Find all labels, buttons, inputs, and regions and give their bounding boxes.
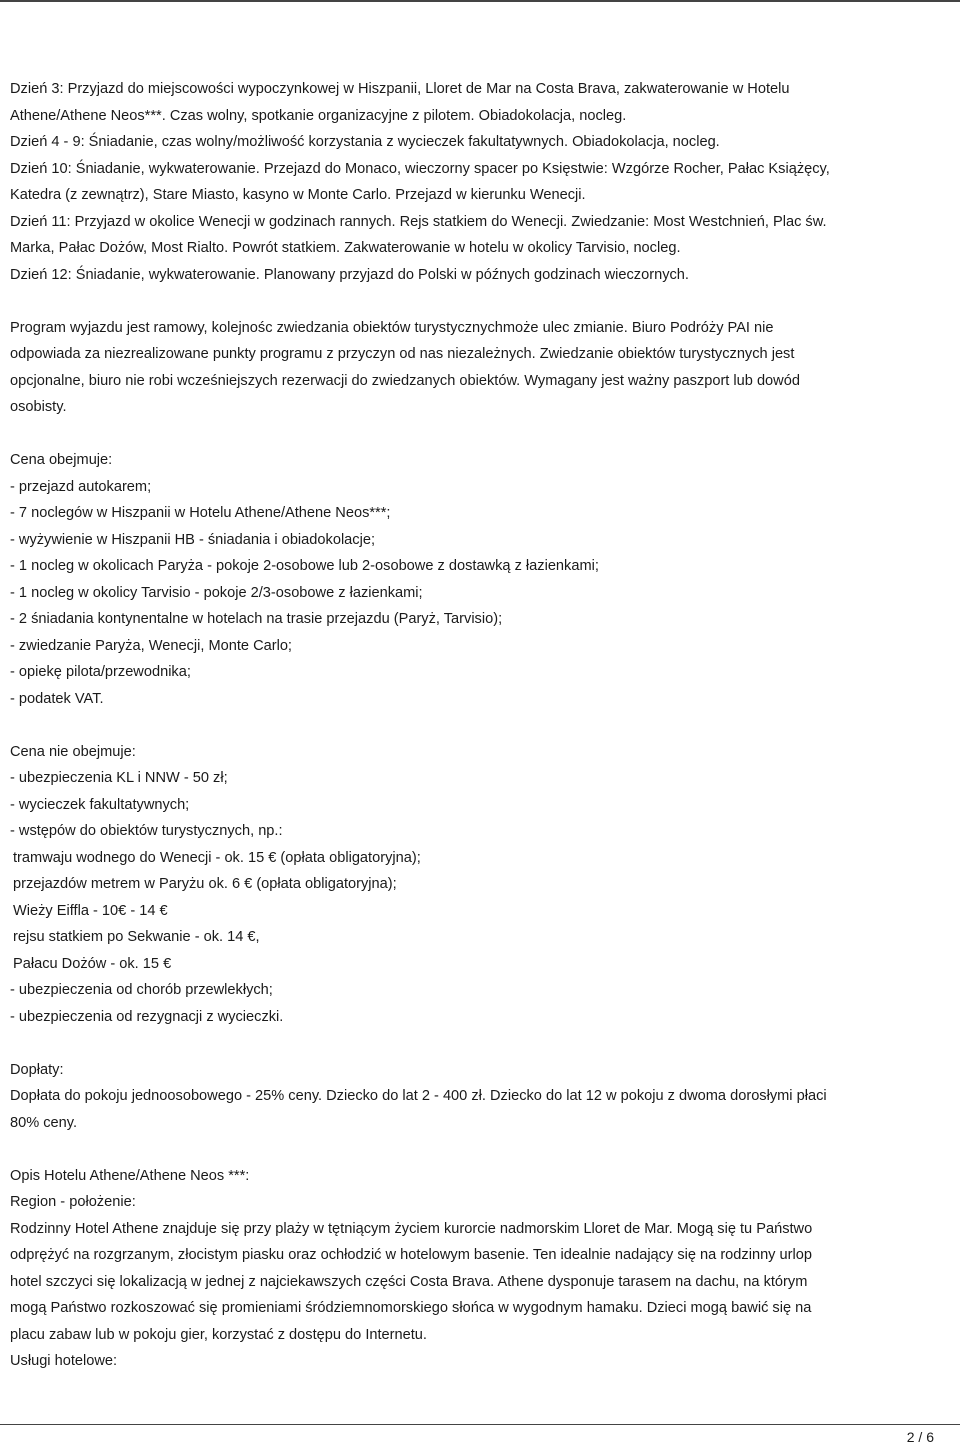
- spacer: [10, 712, 956, 739]
- itinerary-line: Dzień 3: Przyjazd do miejscowości wypoczynkowej w Hiszpanii, Lloret de Mar na Costa Brava, zakwaterowanie w Hotelu: [10, 81, 790, 97]
- document-body: [10, 76, 956, 1375]
- list-item: - zwiedzanie Paryża, Wenecji, Monte Carlo;: [10, 637, 292, 654]
- program-note: [10, 315, 956, 421]
- list-item: - 1 nocleg w okolicach Paryża - pokoje 2-osobowe lub 2-osobowe z dostawką z łazienkami;: [10, 558, 599, 574]
- list-sub-item: Wieży Eiffla - 10€ - 14 €: [13, 902, 168, 919]
- hotel-description-line: Rodzinny Hotel Athene znajduje się przy plaży w tętniącym życiem kurorcie nadmorskim Lloret de Mar. Mogą się tu Państwo: [10, 1220, 813, 1237]
- list-item: - wyżywienie w Hiszpanii HB - śniadania i obiadokolacje;: [10, 531, 376, 548]
- hotel-section: [10, 1163, 956, 1375]
- list-item: - 2 śniadania kontynentalne w hotelach na trasie przejazdu (Paryż, Tarvisio);: [10, 611, 503, 627]
- list-item: - wstępów do obiektów turystycznych, np.:: [10, 823, 283, 839]
- program-note-line: odpowiada za niezrealizowane punkty programu z przyczyn od nas niezależnych. Zwiedzanie obiektów turystycznych jest: [10, 346, 795, 362]
- program-note-line: opcjonalne, biuro nie robi wcześniejszych rezerwacji do zwiedzanych obiektów. Wymagany jest ważny paszport lub dowód: [10, 372, 800, 389]
- list-sub-item: przejazdów metrem w Paryżu ok. 6 € (opłata obligatoryjna);: [13, 876, 397, 892]
- surcharges-section: [10, 1057, 956, 1137]
- list-sub-item: Pałacu Dożów - ok. 15 €: [13, 955, 172, 972]
- list-sub-item: tramwaju wodnego do Wenecji - ok. 15 € (opłata obligatoryjna);: [13, 849, 421, 866]
- list-item: - wycieczek fakultatywnych;: [10, 796, 190, 813]
- spacer: [10, 421, 956, 448]
- itinerary-line: Dzień 12: Śniadanie, wykwaterowanie. Planowany przyjazd do Polski w późnych godzinach wieczornych.: [10, 266, 689, 283]
- list-item: - 7 noclegów w Hiszpanii w Hotelu Athene/Athene Neos***;: [10, 505, 391, 521]
- region-label: Region - położenie:: [10, 1194, 136, 1210]
- itinerary-line: Athene/Athene Neos***. Czas wolny, spotkanie organizacyjne z pilotem. Obiadokolacja, nocleg.: [10, 107, 627, 124]
- itinerary-line: Katedra (z zewnątrz), Stare Miasto, kasyno w Monte Carlo. Przejazd w kierunku Wenecji.: [10, 187, 586, 203]
- price-includes-heading: Cena obejmuje:: [10, 452, 113, 468]
- price-excludes-section: [10, 739, 956, 1031]
- program-note-line: osobisty.: [10, 399, 67, 415]
- list-item: - ubezpieczenia od rezygnacji z wycieczki.: [10, 1008, 284, 1025]
- bottom-divider: [0, 1424, 960, 1425]
- services-label: Usługi hotelowe:: [10, 1353, 118, 1369]
- spacer: [10, 1030, 956, 1057]
- hotel-heading: Opis Hotelu Athene/Athene Neos ***:: [10, 1167, 250, 1184]
- program-note-line: Program wyjazdu jest ramowy, kolejnośc zwiedzania obiektów turystycznychmoże ulec zmianie. Biuro Podróży PAI nie: [10, 319, 774, 336]
- page-number: 2 / 6: [906, 1429, 934, 1445]
- hotel-description-line: placu zabaw lub w pokoju gier, korzystać z dostępu do Internetu.: [10, 1326, 427, 1343]
- itinerary-line: Dzień 4 - 9: Śniadanie, czas wolny/możliwość korzystania z wycieczek fakultatywnych. Obiadokolacja, nocleg.: [10, 134, 720, 150]
- itinerary-line: Marka, Pałac Dożów, Most Rialto. Powrót statkiem. Zakwaterowanie w hotelu w okolicy Tarvisio, nocleg.: [10, 240, 681, 256]
- spacer: [10, 288, 956, 315]
- price-includes-section: [10, 447, 956, 712]
- itinerary-section: [10, 76, 956, 288]
- list-item: - ubezpieczenia KL i NNW - 50 zł;: [10, 770, 228, 786]
- itinerary-line: Dzień 10: Śniadanie, wykwaterowanie. Przejazd do Monaco, wieczorny spacer po Księstwie: Wzgórze Rocher, Pałac Książęcy,: [10, 160, 830, 177]
- hotel-description-line: mogą Państwo rozkoszować się promieniami śródziemnomorskiego słońca w wygodnym hamaku. Dzieci mogą bawić się na: [10, 1300, 812, 1316]
- list-item: - przejazd autokarem;: [10, 478, 152, 495]
- surcharges-heading: Dopłaty:: [10, 1061, 64, 1078]
- hotel-description-line: hotel szczyci się lokalizacją w jednej z najciekawszych części Costa Brava. Athene dysponuje tarasem na dachu, na którym: [10, 1273, 808, 1290]
- list-item: - ubezpieczenia od chorób przewlekłych;: [10, 982, 273, 998]
- spacer: [10, 1136, 956, 1163]
- surcharges-line: Dopłata do pokoju jednoosobowego - 25% ceny. Dziecko do lat 2 - 400 zł. Dziecko do lat 12 w pokoju z dwoma dorosłymi płaci: [10, 1088, 827, 1104]
- price-excludes-heading: Cena nie obejmuje:: [10, 743, 136, 760]
- list-sub-item: rejsu statkiem po Sekwanie - ok. 14 €,: [13, 929, 260, 945]
- itinerary-line: Dzień 11: Przyjazd w okolice Wenecji w godzinach rannych. Rejs statkiem do Wenecji. Zwiedzanie: Most Westchnień, Plac św.: [10, 213, 827, 230]
- surcharges-line: 80% ceny.: [10, 1114, 78, 1131]
- top-divider: [0, 0, 960, 2]
- list-item: - opiekę pilota/przewodnika;: [10, 664, 191, 680]
- hotel-description-line: odprężyć na rozgrzanym, złocistym piasku oraz ochłodzić w hotelowym basenie. Ten idealnie nadający się na rodzinny urlop: [10, 1247, 812, 1263]
- list-item: - podatek VAT.: [10, 690, 104, 707]
- list-item: - 1 nocleg w okolicy Tarvisio - pokoje 2/3-osobowe z łazienkami;: [10, 584, 423, 601]
